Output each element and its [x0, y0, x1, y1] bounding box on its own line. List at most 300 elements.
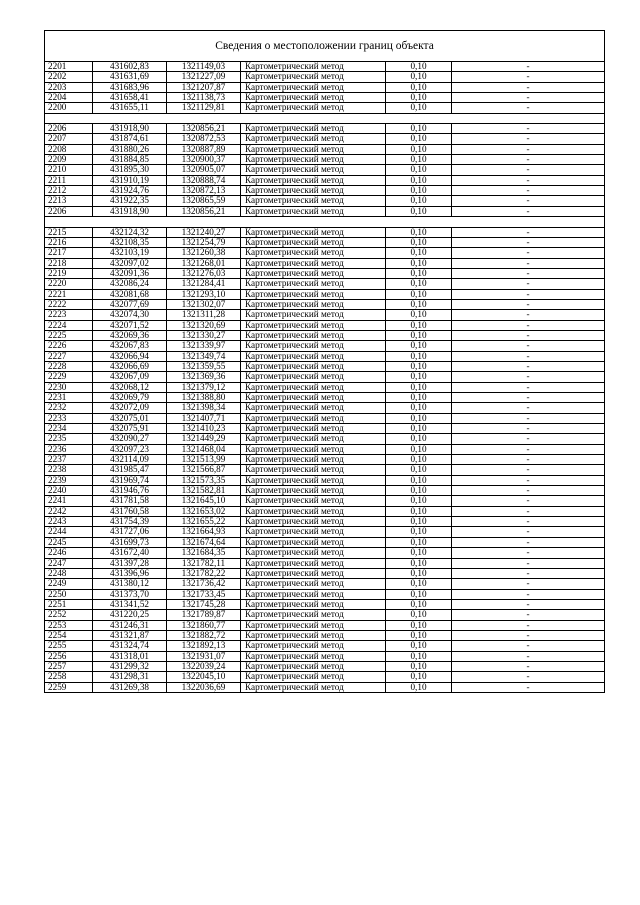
method-cell: Картометрический метод — [241, 661, 386, 671]
method-cell: Картометрический метод — [241, 568, 386, 578]
table-row — [45, 268, 605, 278]
method-cell: Картометрический метод — [241, 82, 386, 92]
note-cell: - — [452, 382, 605, 392]
method-cell: Картометрический метод — [241, 455, 386, 465]
table-row — [45, 620, 605, 630]
accuracy-cell: 0,10 — [386, 651, 452, 661]
point-number-cell: 2231 — [45, 393, 93, 403]
accuracy-cell: 0,10 — [386, 393, 452, 403]
coord-y-cell: 1321745,28 — [167, 599, 241, 609]
table-row — [45, 361, 605, 371]
note-cell: - — [452, 465, 605, 475]
coord-x-cell: 431299,32 — [93, 661, 167, 671]
coord-x-cell: 431922,35 — [93, 196, 167, 206]
table-row — [45, 434, 605, 444]
point-number-cell: 2259 — [45, 682, 93, 692]
point-number-cell: 2226 — [45, 341, 93, 351]
method-cell: Картометрический метод — [241, 196, 386, 206]
coord-y-cell: 1321268,01 — [167, 258, 241, 268]
coord-x-cell: 431631,69 — [93, 72, 167, 82]
accuracy-cell: 0,10 — [386, 517, 452, 527]
table-row — [45, 206, 605, 216]
coord-x-cell: 431246,31 — [93, 620, 167, 630]
point-number-cell: 2255 — [45, 641, 93, 651]
table-row — [45, 610, 605, 620]
note-cell: - — [452, 330, 605, 340]
table-row — [45, 330, 605, 340]
accuracy-cell: 0,10 — [386, 610, 452, 620]
coord-y-cell: 1321684,35 — [167, 548, 241, 558]
method-cell: Картометрический метод — [241, 330, 386, 340]
note-cell: - — [452, 475, 605, 485]
note-cell: - — [452, 579, 605, 589]
coord-x-cell: 431373,70 — [93, 589, 167, 599]
note-cell: - — [452, 124, 605, 134]
table-row — [45, 630, 605, 640]
coord-y-cell: 1321129,81 — [167, 103, 241, 113]
group-separator-cell — [45, 217, 605, 227]
point-number-cell: 2248 — [45, 568, 93, 578]
table-row — [45, 527, 605, 537]
note-cell: - — [452, 320, 605, 330]
point-number-cell: 2238 — [45, 465, 93, 475]
coord-y-cell: 1321138,73 — [167, 93, 241, 103]
coord-x-cell: 431760,58 — [93, 506, 167, 516]
point-number-cell: 2200 — [45, 103, 93, 113]
coord-x-cell: 432103,19 — [93, 248, 167, 258]
note-cell: - — [452, 661, 605, 671]
coord-y-cell: 1321254,79 — [167, 237, 241, 247]
method-cell: Картометрический метод — [241, 144, 386, 154]
accuracy-cell: 0,10 — [386, 465, 452, 475]
coord-y-cell: 1321349,74 — [167, 351, 241, 361]
note-cell: - — [452, 372, 605, 382]
accuracy-cell: 0,10 — [386, 237, 452, 247]
accuracy-cell: 0,10 — [386, 568, 452, 578]
coord-y-cell: 1321410,23 — [167, 424, 241, 434]
point-number-cell: 2237 — [45, 455, 93, 465]
table-row — [45, 93, 605, 103]
coord-x-cell: 432097,23 — [93, 444, 167, 454]
coord-x-cell: 432075,01 — [93, 413, 167, 423]
method-cell: Картометрический метод — [241, 403, 386, 413]
accuracy-cell: 0,10 — [386, 196, 452, 206]
table-row — [45, 517, 605, 527]
table-row — [45, 351, 605, 361]
accuracy-cell: 0,10 — [386, 548, 452, 558]
coord-y-cell: 1321149,03 — [167, 62, 241, 72]
coord-x-cell: 431895,30 — [93, 165, 167, 175]
note-cell: - — [452, 134, 605, 144]
table-row — [45, 72, 605, 82]
note-cell: - — [452, 393, 605, 403]
coord-y-cell: 1321860,77 — [167, 620, 241, 630]
note-cell: - — [452, 103, 605, 113]
point-number-cell: 2233 — [45, 413, 93, 423]
accuracy-cell: 0,10 — [386, 186, 452, 196]
table-row — [45, 289, 605, 299]
note-cell: - — [452, 641, 605, 651]
accuracy-cell: 0,10 — [386, 455, 452, 465]
point-number-cell: 2228 — [45, 361, 93, 371]
coord-x-cell: 432108,35 — [93, 237, 167, 247]
table-row — [45, 486, 605, 496]
point-number-cell: 2246 — [45, 548, 93, 558]
note-cell: - — [452, 62, 605, 72]
coord-y-cell: 1320900,37 — [167, 155, 241, 165]
accuracy-cell: 0,10 — [386, 330, 452, 340]
accuracy-cell: 0,10 — [386, 382, 452, 392]
coord-x-cell: 431781,58 — [93, 496, 167, 506]
table-row — [45, 682, 605, 692]
accuracy-cell: 0,10 — [386, 165, 452, 175]
coord-x-cell: 432066,94 — [93, 351, 167, 361]
table-row — [45, 227, 605, 237]
accuracy-cell: 0,10 — [386, 672, 452, 682]
note-cell: - — [452, 227, 605, 237]
coord-y-cell: 1321782,11 — [167, 558, 241, 568]
coord-x-cell: 431341,52 — [93, 599, 167, 609]
note-cell: - — [452, 196, 605, 206]
note-cell: - — [452, 258, 605, 268]
accuracy-cell: 0,10 — [386, 341, 452, 351]
note-cell: - — [452, 620, 605, 630]
coord-y-cell: 1321789,87 — [167, 610, 241, 620]
accuracy-cell: 0,10 — [386, 620, 452, 630]
method-cell: Картометрический метод — [241, 382, 386, 392]
method-cell: Картометрический метод — [241, 268, 386, 278]
table-row — [45, 144, 605, 154]
coord-y-cell: 1321674,64 — [167, 537, 241, 547]
coord-x-cell: 431874,61 — [93, 134, 167, 144]
coord-y-cell: 1321398,34 — [167, 403, 241, 413]
coord-x-cell: 431269,38 — [93, 682, 167, 692]
note-cell: - — [452, 486, 605, 496]
method-cell: Картометрический метод — [241, 186, 386, 196]
accuracy-cell: 0,10 — [386, 537, 452, 547]
note-cell: - — [452, 206, 605, 216]
method-cell: Картометрический метод — [241, 413, 386, 423]
point-number-cell: 2210 — [45, 165, 93, 175]
accuracy-cell: 0,10 — [386, 434, 452, 444]
table-row — [45, 165, 605, 175]
point-number-cell: 2206 — [45, 124, 93, 134]
coord-y-cell: 1321653,02 — [167, 506, 241, 516]
table-row — [45, 672, 605, 682]
accuracy-cell: 0,10 — [386, 630, 452, 640]
note-cell: - — [452, 341, 605, 351]
method-cell: Картометрический метод — [241, 103, 386, 113]
table-row — [45, 568, 605, 578]
coord-y-cell: 1321736,42 — [167, 579, 241, 589]
note-cell: - — [452, 548, 605, 558]
coord-x-cell: 432124,32 — [93, 227, 167, 237]
coord-y-cell: 1320905,07 — [167, 165, 241, 175]
accuracy-cell: 0,10 — [386, 155, 452, 165]
note-cell: - — [452, 299, 605, 309]
coord-x-cell: 432075,91 — [93, 424, 167, 434]
table-row — [45, 579, 605, 589]
boundary-coordinates-table — [44, 30, 605, 693]
method-cell: Картометрический метод — [241, 310, 386, 320]
coord-y-cell: 1320872,53 — [167, 134, 241, 144]
table-row — [45, 599, 605, 609]
note-cell: - — [452, 248, 605, 258]
accuracy-cell: 0,10 — [386, 320, 452, 330]
table-title: Сведения о местоположении границ объекта — [45, 31, 605, 62]
point-number-cell: 2224 — [45, 320, 93, 330]
point-number-cell: 2232 — [45, 403, 93, 413]
coord-x-cell: 432086,24 — [93, 279, 167, 289]
note-cell: - — [452, 599, 605, 609]
note-cell: - — [452, 651, 605, 661]
coord-x-cell: 432072,09 — [93, 403, 167, 413]
method-cell: Картометрический метод — [241, 341, 386, 351]
coord-x-cell: 432097,02 — [93, 258, 167, 268]
note-cell: - — [452, 558, 605, 568]
coord-y-cell: 1321573,35 — [167, 475, 241, 485]
point-number-cell: 2241 — [45, 496, 93, 506]
table-row — [45, 186, 605, 196]
note-cell: - — [452, 630, 605, 640]
coord-x-cell: 432068,12 — [93, 382, 167, 392]
point-number-cell: 2206 — [45, 206, 93, 216]
accuracy-cell: 0,10 — [386, 496, 452, 506]
coord-x-cell: 431918,90 — [93, 206, 167, 216]
coord-y-cell: 1320888,74 — [167, 175, 241, 185]
note-cell: - — [452, 351, 605, 361]
method-cell: Картометрический метод — [241, 237, 386, 247]
point-number-cell: 2235 — [45, 434, 93, 444]
coord-x-cell: 431910,19 — [93, 175, 167, 185]
method-cell: Картометрический метод — [241, 589, 386, 599]
coord-y-cell: 1320872,13 — [167, 186, 241, 196]
table-row — [45, 237, 605, 247]
coord-y-cell: 1321655,22 — [167, 517, 241, 527]
note-cell: - — [452, 589, 605, 599]
accuracy-cell: 0,10 — [386, 661, 452, 671]
coord-y-cell: 1321369,36 — [167, 372, 241, 382]
point-number-cell: 2240 — [45, 486, 93, 496]
table-row — [45, 455, 605, 465]
method-cell: Картометрический метод — [241, 651, 386, 661]
method-cell: Картометрический метод — [241, 361, 386, 371]
method-cell: Картометрический метод — [241, 62, 386, 72]
table-row — [45, 320, 605, 330]
point-number-cell: 2251 — [45, 599, 93, 609]
accuracy-cell: 0,10 — [386, 641, 452, 651]
note-cell: - — [452, 279, 605, 289]
accuracy-cell: 0,10 — [386, 579, 452, 589]
coord-x-cell: 431380,12 — [93, 579, 167, 589]
point-number-cell: 2252 — [45, 610, 93, 620]
point-number-cell: 2234 — [45, 424, 93, 434]
method-cell: Картометрический метод — [241, 124, 386, 134]
table-row — [45, 258, 605, 268]
table-row — [45, 651, 605, 661]
coord-y-cell: 1321359,55 — [167, 361, 241, 371]
accuracy-cell: 0,10 — [386, 62, 452, 72]
table-row — [45, 413, 605, 423]
note-cell: - — [452, 455, 605, 465]
accuracy-cell: 0,10 — [386, 558, 452, 568]
coord-x-cell: 432071,52 — [93, 320, 167, 330]
method-cell: Картометрический метод — [241, 372, 386, 382]
coord-y-cell: 1321645,10 — [167, 496, 241, 506]
table-row — [45, 641, 605, 651]
coord-y-cell: 1321330,27 — [167, 330, 241, 340]
coord-y-cell: 1321339,97 — [167, 341, 241, 351]
method-cell: Картометрический метод — [241, 299, 386, 309]
note-cell: - — [452, 165, 605, 175]
method-cell: Картометрический метод — [241, 641, 386, 651]
coord-x-cell: 432066,69 — [93, 361, 167, 371]
accuracy-cell: 0,10 — [386, 486, 452, 496]
coord-y-cell: 1320856,21 — [167, 124, 241, 134]
point-number-cell: 2244 — [45, 527, 93, 537]
group-separator-row — [45, 113, 605, 123]
method-cell: Картометрический метод — [241, 517, 386, 527]
note-cell: - — [452, 361, 605, 371]
method-cell: Картометрический метод — [241, 672, 386, 682]
point-number-cell: 2227 — [45, 351, 93, 361]
coord-x-cell: 432074,30 — [93, 310, 167, 320]
table-row — [45, 175, 605, 185]
method-cell: Картометрический метод — [241, 475, 386, 485]
table-row — [45, 444, 605, 454]
table-row — [45, 382, 605, 392]
method-cell: Картометрический метод — [241, 279, 386, 289]
coord-x-cell: 432067,09 — [93, 372, 167, 382]
accuracy-cell: 0,10 — [386, 372, 452, 382]
point-number-cell: 2208 — [45, 144, 93, 154]
method-cell: Картометрический метод — [241, 155, 386, 165]
accuracy-cell: 0,10 — [386, 144, 452, 154]
point-number-cell: 2253 — [45, 620, 93, 630]
note-cell: - — [452, 186, 605, 196]
table-row — [45, 155, 605, 165]
point-number-cell: 2229 — [45, 372, 93, 382]
coord-y-cell: 1322036,69 — [167, 682, 241, 692]
coord-x-cell: 431946,76 — [93, 486, 167, 496]
coord-x-cell: 431754,39 — [93, 517, 167, 527]
point-number-cell: 2218 — [45, 258, 93, 268]
point-number-cell: 2217 — [45, 248, 93, 258]
point-number-cell: 2225 — [45, 330, 93, 340]
table-row — [45, 372, 605, 382]
method-cell: Картометрический метод — [241, 537, 386, 547]
table-row — [45, 558, 605, 568]
method-cell: Картометрический метод — [241, 206, 386, 216]
table-row — [45, 496, 605, 506]
note-cell: - — [452, 144, 605, 154]
coord-y-cell: 1320865,59 — [167, 196, 241, 206]
point-number-cell: 2249 — [45, 579, 93, 589]
table-row — [45, 103, 605, 113]
method-cell: Картометрический метод — [241, 465, 386, 475]
coord-y-cell: 1321284,41 — [167, 279, 241, 289]
method-cell: Картометрический метод — [241, 548, 386, 558]
method-cell: Картометрический метод — [241, 351, 386, 361]
method-cell: Картометрический метод — [241, 444, 386, 454]
table-row — [45, 465, 605, 475]
coord-y-cell: 1321664,93 — [167, 527, 241, 537]
table-row — [45, 661, 605, 671]
accuracy-cell: 0,10 — [386, 248, 452, 258]
coord-y-cell: 1321320,69 — [167, 320, 241, 330]
accuracy-cell: 0,10 — [386, 599, 452, 609]
table-row — [45, 299, 605, 309]
accuracy-cell: 0,10 — [386, 682, 452, 692]
coord-y-cell: 1321276,03 — [167, 268, 241, 278]
point-number-cell: 2247 — [45, 558, 93, 568]
coord-x-cell: 432069,79 — [93, 393, 167, 403]
coord-y-cell: 1321513,99 — [167, 455, 241, 465]
table-row — [45, 310, 605, 320]
method-cell: Картометрический метод — [241, 610, 386, 620]
accuracy-cell: 0,10 — [386, 444, 452, 454]
method-cell: Картометрический метод — [241, 93, 386, 103]
note-cell: - — [452, 527, 605, 537]
point-number-cell: 2219 — [45, 268, 93, 278]
coord-x-cell: 431969,74 — [93, 475, 167, 485]
accuracy-cell: 0,10 — [386, 289, 452, 299]
method-cell: Картометрический метод — [241, 175, 386, 185]
coord-y-cell: 1322039,24 — [167, 661, 241, 671]
method-cell: Картометрический метод — [241, 165, 386, 175]
coord-x-cell: 431602,83 — [93, 62, 167, 72]
point-number-cell: 2254 — [45, 630, 93, 640]
point-number-cell: 2256 — [45, 651, 93, 661]
coord-y-cell: 1321227,09 — [167, 72, 241, 82]
method-cell: Картометрический метод — [241, 258, 386, 268]
point-number-cell: 2230 — [45, 382, 93, 392]
method-cell: Картометрический метод — [241, 320, 386, 330]
accuracy-cell: 0,10 — [386, 361, 452, 371]
point-number-cell: 2242 — [45, 506, 93, 516]
method-cell: Картометрический метод — [241, 527, 386, 537]
accuracy-cell: 0,10 — [386, 93, 452, 103]
table-row — [45, 589, 605, 599]
note-cell: - — [452, 289, 605, 299]
point-number-cell: 2250 — [45, 589, 93, 599]
table-row — [45, 134, 605, 144]
method-cell: Картометрический метод — [241, 72, 386, 82]
method-cell: Картометрический метод — [241, 248, 386, 258]
note-cell: - — [452, 424, 605, 434]
method-cell: Картометрический метод — [241, 630, 386, 640]
coord-x-cell: 432069,36 — [93, 330, 167, 340]
coord-y-cell: 1321379,12 — [167, 382, 241, 392]
accuracy-cell: 0,10 — [386, 124, 452, 134]
method-cell: Картометрический метод — [241, 558, 386, 568]
coord-y-cell: 1321931,07 — [167, 651, 241, 661]
table-row — [45, 537, 605, 547]
note-cell: - — [452, 496, 605, 506]
note-cell: - — [452, 568, 605, 578]
note-cell: - — [452, 610, 605, 620]
coord-x-cell: 431672,40 — [93, 548, 167, 558]
accuracy-cell: 0,10 — [386, 351, 452, 361]
note-cell: - — [452, 403, 605, 413]
point-number-cell: 2204 — [45, 93, 93, 103]
note-cell: - — [452, 72, 605, 82]
coord-y-cell: 1321207,87 — [167, 82, 241, 92]
point-number-cell: 2220 — [45, 279, 93, 289]
coord-x-cell: 432067,83 — [93, 341, 167, 351]
method-cell: Картометрический метод — [241, 506, 386, 516]
coord-y-cell: 1322045,10 — [167, 672, 241, 682]
